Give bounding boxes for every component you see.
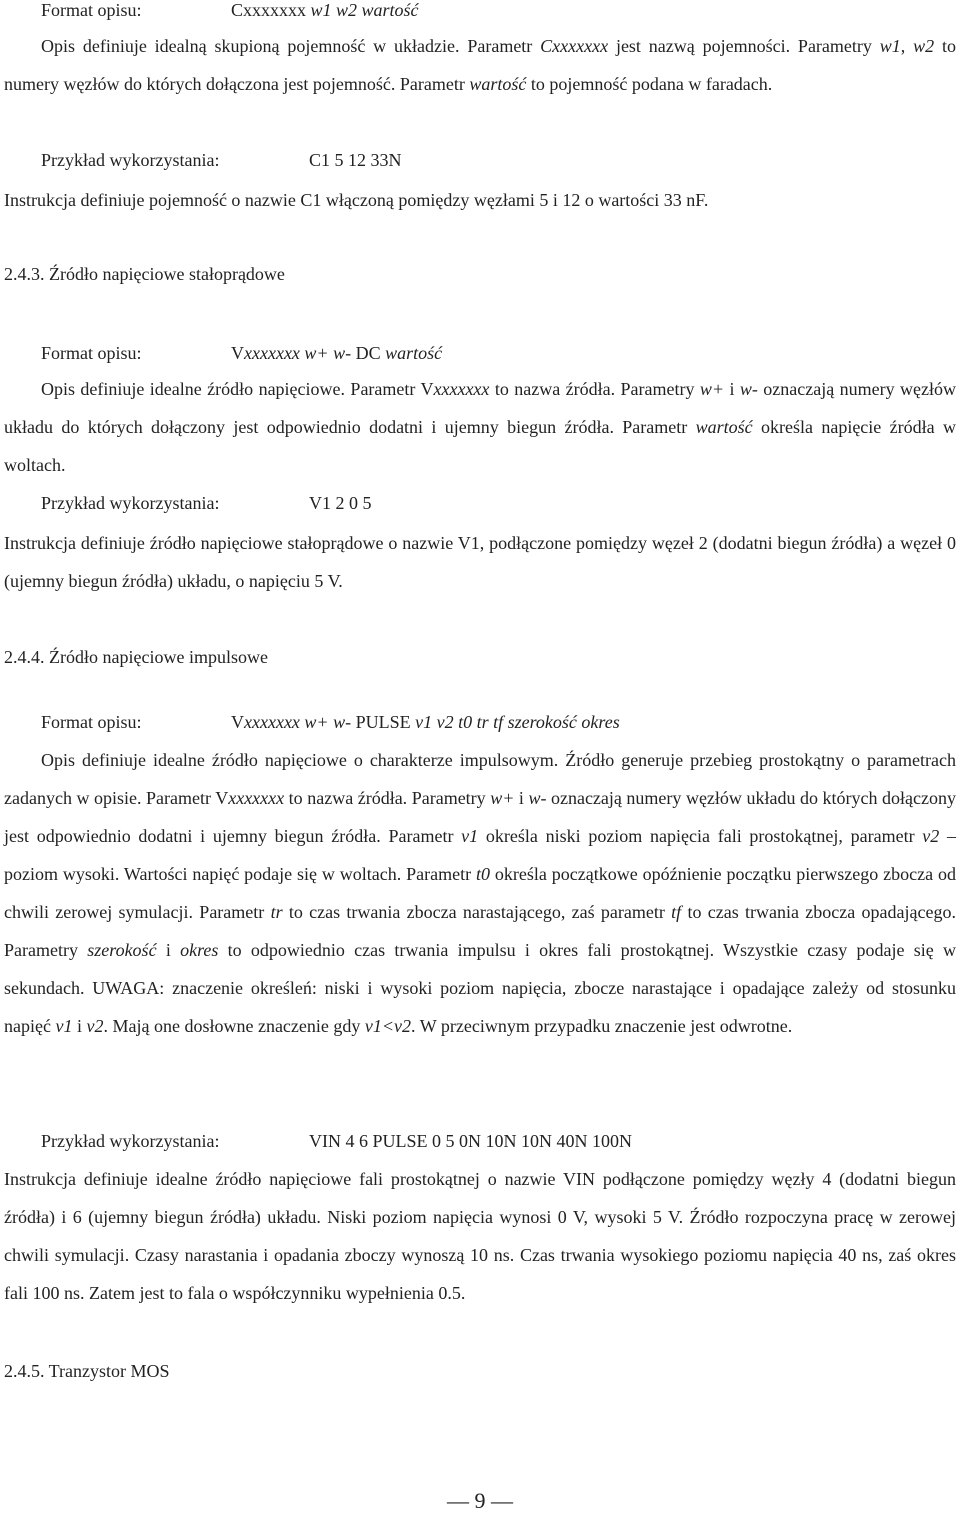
page-number: — 9 — (447, 1488, 513, 1513)
pulse-example-description: Instrukcja definiuje idealne źródło napięciowe fali prostokątnej o nazwie VIN podłączone pomiędzy węzły 4 (dodatni biegun źródła) i 6 (ujemny biegun źródła) układu. Niski poziom napięcia wynosi 0 V, wysoki 5 V. Źródło rozpoczyna pracę w zerowej chwili symulacji. Czasy narastania i opadania zboczy wynoszą 10 ns. Czas trwania wysokiego poziomu napięcia 40 ns, zaś okres fali 100 ns. Zatem jest to fala o współczynniku wypełnienia 0.5. (4, 1169, 956, 1303)
format-args: w1 w2 wartość (310, 0, 419, 20)
example-label: Przykład wykorzystania: (41, 1131, 220, 1151)
cap-description: Opis definiuje idealną skupioną pojemność w układzie. Parametr Cxxxxxxx jest nazwą pojemności. Parametry w1, w2 to numery węzłów do których dołączona jest pojemność. Parametr wartość to pojemność podana w faradach. (4, 36, 957, 94)
cap-format-line (41, 0, 419, 25)
section-heading-2-4-5: 2.4.5. Tranzystor MOS (4, 1361, 170, 1381)
pulse-description: Opis definiuje idealne źródło napięciowe o charakterze impulsowym. Źródło generuje przebieg prostokątny o parametrach zadanych w opisie. Parametr Vxxxxxxx to nazwa źródła. Parametry w+ i w- oznaczają numery węzłów układu do których dołączony jest odpowiednio dodatni i ujemny biegun źródła. Parametr v1 określa niski poziom napięcia fali prostokątnej, parametr v2 – poziom wysoki. Wartości napięć podaje się w woltach. Parametr t0 określa początkowe opóźnienie początku pierwszego zbocza od chwili zerowej symulacji. Parametr tr to czas trwania zbocza narastającego, zaś parametr tf to czas trwania zbocza opadającego. Parametry szerokość i okres to odpowiednio czas trwania impulsu i okres fali prostokątnej. Wszystkie czasy podaje się w sekundach. UWAGA: znaczenie określeń: niski i wysoki poziom napięcia, zbocze narastające i opadające zależy od stosunku napięć v1 i v2. Mają one dosłowne znaczenie gdy v1<v2. W przeciwnym przypadku znaczenie jest odwrotne. (4, 750, 957, 1036)
format-label: Format opisu: (41, 0, 142, 20)
format-label: Format opisu: (41, 343, 142, 363)
cap-example-description: Instrukcja definiuje pojemność o nazwie C1 włączoną pomiędzy węzłami 5 i 12 o wartości 33 nF. (4, 190, 709, 210)
format-name: Cxxxxxxx (231, 0, 307, 20)
dc-format-line: Format opisu: Vxxxxxxx w+ w- DC wartość (41, 338, 442, 368)
example-value: V1 2 0 5 (309, 493, 372, 513)
example-value: C1 5 12 33N (309, 150, 402, 170)
example-label: Przykład wykorzystania: (41, 493, 220, 513)
pulse-example-line (41, 1126, 632, 1156)
example-label: Przykład wykorzystania: (41, 150, 220, 170)
dc-example-description: Instrukcja definiuje źródło napięciowe stałoprądowe o nazwie V1, podłączone pomiędzy węzeł 2 (dodatni biegun źródła) a węzeł 0 (ujemny biegun źródła) układu, o napięciu 5 V. (4, 533, 956, 591)
cap-example-line (41, 145, 402, 175)
section-heading-2-4-3: 2.4.3. Źródło napięciowe stałoprądowe (4, 264, 285, 284)
section-heading-2-4-4: 2.4.4. Źródło napięciowe impulsowe (4, 647, 268, 667)
pulse-format-line: Format opisu: Vxxxxxxx w+ w- PULSE v1 v2 t0 tr tf szerokość okres (41, 707, 620, 737)
dc-example-line (41, 488, 372, 518)
format-label: Format opisu: (41, 712, 142, 732)
dc-description: Opis definiuje idealne źródło napięciowe. Parametr Vxxxxxxx to nazwa źródła. Parametry w+ i w- oznaczają numery węzłów układu do których dołączony jest odpowiednio dodatni i ujemny biegun źródła. Parametr wartość określa napięcie źródła w woltach. (4, 379, 956, 475)
example-value: VIN 4 6 PULSE 0 5 0N 10N 10N 40N 100N (309, 1131, 632, 1151)
